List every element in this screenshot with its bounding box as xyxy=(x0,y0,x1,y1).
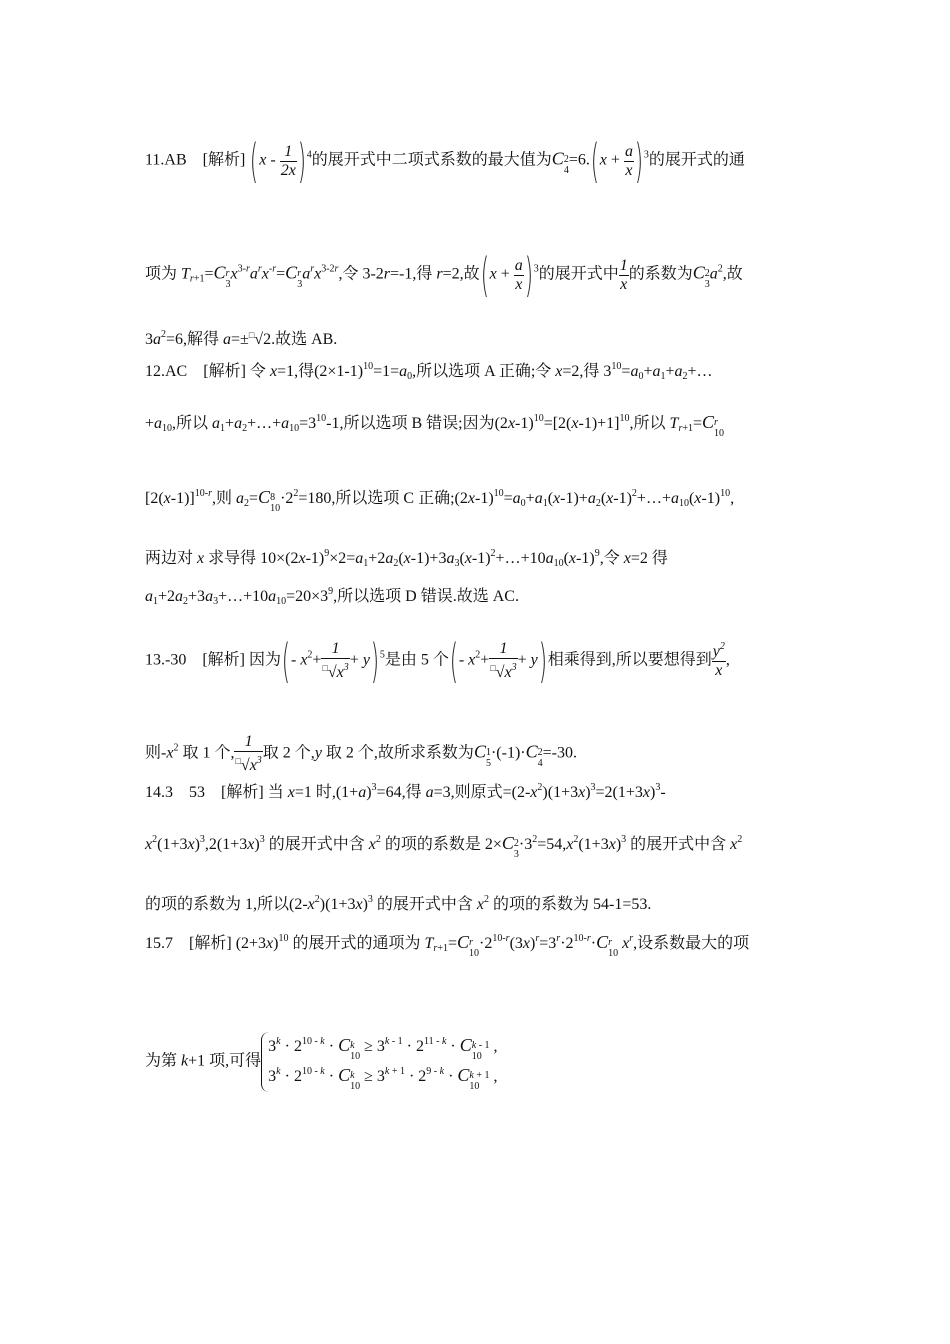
q13-line2: 则$-x^2$ 取 1 个, $\frac{1}{^□√x^3}$ 取 2 个,y 取 2 个,故所求系数为C 1 5 ·(-1)·C 2 4 =-30. xyxy=(145,733,577,774)
q14-line2: $x^2(1+3x)^3,2(1+3x)^3$ 的展开式中含 $x^2$ 的项的系数是 2×C 2 3 $\cdot 3^2=54,x^2(1+3x)^3$ 的展开式中含 $x^2$ xyxy=(145,833,743,860)
q12-line2: $+a_{10}$,所以 $a_1+a_2+\dots+a_{10}=3^{10}-1$,所以选项 B 错误;因为$(2x-1)^{10}=[2(x-1)+1]^{10}$,所以 $T_{r+1}=C$ r 10 xyxy=(145,412,725,439)
q15-line1: 15.7 [解析] $(2+3x)^{10}$ 的展开式的通项为 $T_{r+1}=C$ r 10 $\cdot 2^{10-r}(3x)^r=3^r\cdot 2^{10-r}\cdot C$ r 10 $x^r$,设系数最大的项 xyxy=(145,932,750,959)
q14-line3: 的项的系数为 1,所以$(2-x^2)(1+3x)^3$ 的展开式中含 $x^2$ 的项的系数为 54-1=53. xyxy=(145,894,652,913)
q15-number: 15.7 xyxy=(145,935,173,952)
q13-tag: [解析] xyxy=(202,651,246,669)
q13-line1: 13.-30 [解析] 因为(- $x^2+$ $\frac{1}{^□√x^3}$ + y)$^5$是由 5 个(- $x^2+$ $\frac{1}{^□√x^3}$ + y)相乘得到,所以要想得到 $\frac{y^2}{x}$ , xyxy=(145,634,730,688)
q12-tag: [解析] xyxy=(203,363,246,380)
q12-line4: 两边对 x 求导得 $10\times(2x-1)^9\times 2=a_1+2a_2(x-1)+3a_3(x-1)^2+\dots+10a_{10}(x-1)^9$,令 x=2 得 xyxy=(145,548,668,569)
inequality-system: $3^k \cdot 2^{10 - k} \cdot C$ k 10 ≥ $3^{k - 1} \cdot 2^{11 - k} \cdot C$ k - 1 10 , $3^k \cdot 2^{10 - k} \cdot C$ k 10 ≥ $3^{k + 1} \cdot 2^{9 - k} \cdot C$ k + 1 10 , xyxy=(261,1032,497,1092)
q12-line1: 12.AC [解析] 令 x=1,得$(2\times 1-1)^{10}=1=a_0$,所以选项 A 正确;令 x=2,得 $3^{10}=a_0+a_1+a_2+\dots$ xyxy=(145,361,713,382)
q14-tag: [解析] xyxy=(221,784,264,801)
q12-line3: $[2(x-1)]^{10-r}$,则 $a_2=C$ 8 10 $\cdot 2^2=180$,所以选项 C 正确$;(2x-1)^{10}=a_0+a_1(x-1)+a_2(x-1)^2+\dots+a_{10}(x-1)^{10}$, xyxy=(145,487,735,514)
q15-line2: 为第 k+1 项,可得 $3^k \cdot 2^{10 - k} \cdot C$ k 10 ≥ $3^{k - 1} \cdot 2^{11 - k} \cdot C$ k - 1 10 , $3^k \cdot 2^{10 - k} \cdot C$ k 10 ≥ $3^{k + 1} \cdot 2^{9 - k} \cdot C$ k + 1 10 , xyxy=(145,1032,498,1092)
q11-line3: $3a^2=6$,解得 a=±□√2.故选 AB. xyxy=(145,329,338,348)
q11-line2: 项为 $T_{r+1}=C$ r 3 $x^{3-r}a^rx^{-r}=C$ r 3 $a^rx^{3-2r}$,令 3-2r=-1,得 r=2,故(x + $\frac{a}{x}$ )$^3$的展开式中 $\frac{1}{x}$ 的系数为C 2 3 $a^2$,故 xyxy=(145,248,743,302)
q15-tag: [解析] xyxy=(189,935,232,952)
q11-tag: [解析] xyxy=(202,151,246,169)
q11-number: 11.AB xyxy=(145,151,187,169)
q12-number: 12.AC xyxy=(145,363,188,380)
q14-number: 14.3 53 xyxy=(145,784,206,801)
q12-line5: $a_1+2a_2+3a_3+\dots+10a_{10}=20\times 3^9$,所以选项 D 错误.故选 AC. xyxy=(145,586,519,607)
q14-line1: 14.3 53 [解析] 当 x=1 时$,(1+a)^3=64$,得 a=3,则原式$=(2-x^2)(1+3x)^3=2(1+3x)^3-$ xyxy=(145,782,666,801)
q11-line1: 11.AB [解析] (x - $\frac{1}{2x}$ )$^4$的展开式中二项式系数的最大值为C 2 4 =6.(x + $\frac{a}{x}$ )$^3$的展开式的通 xyxy=(145,134,745,188)
q13-number: 13.-30 xyxy=(145,651,187,669)
